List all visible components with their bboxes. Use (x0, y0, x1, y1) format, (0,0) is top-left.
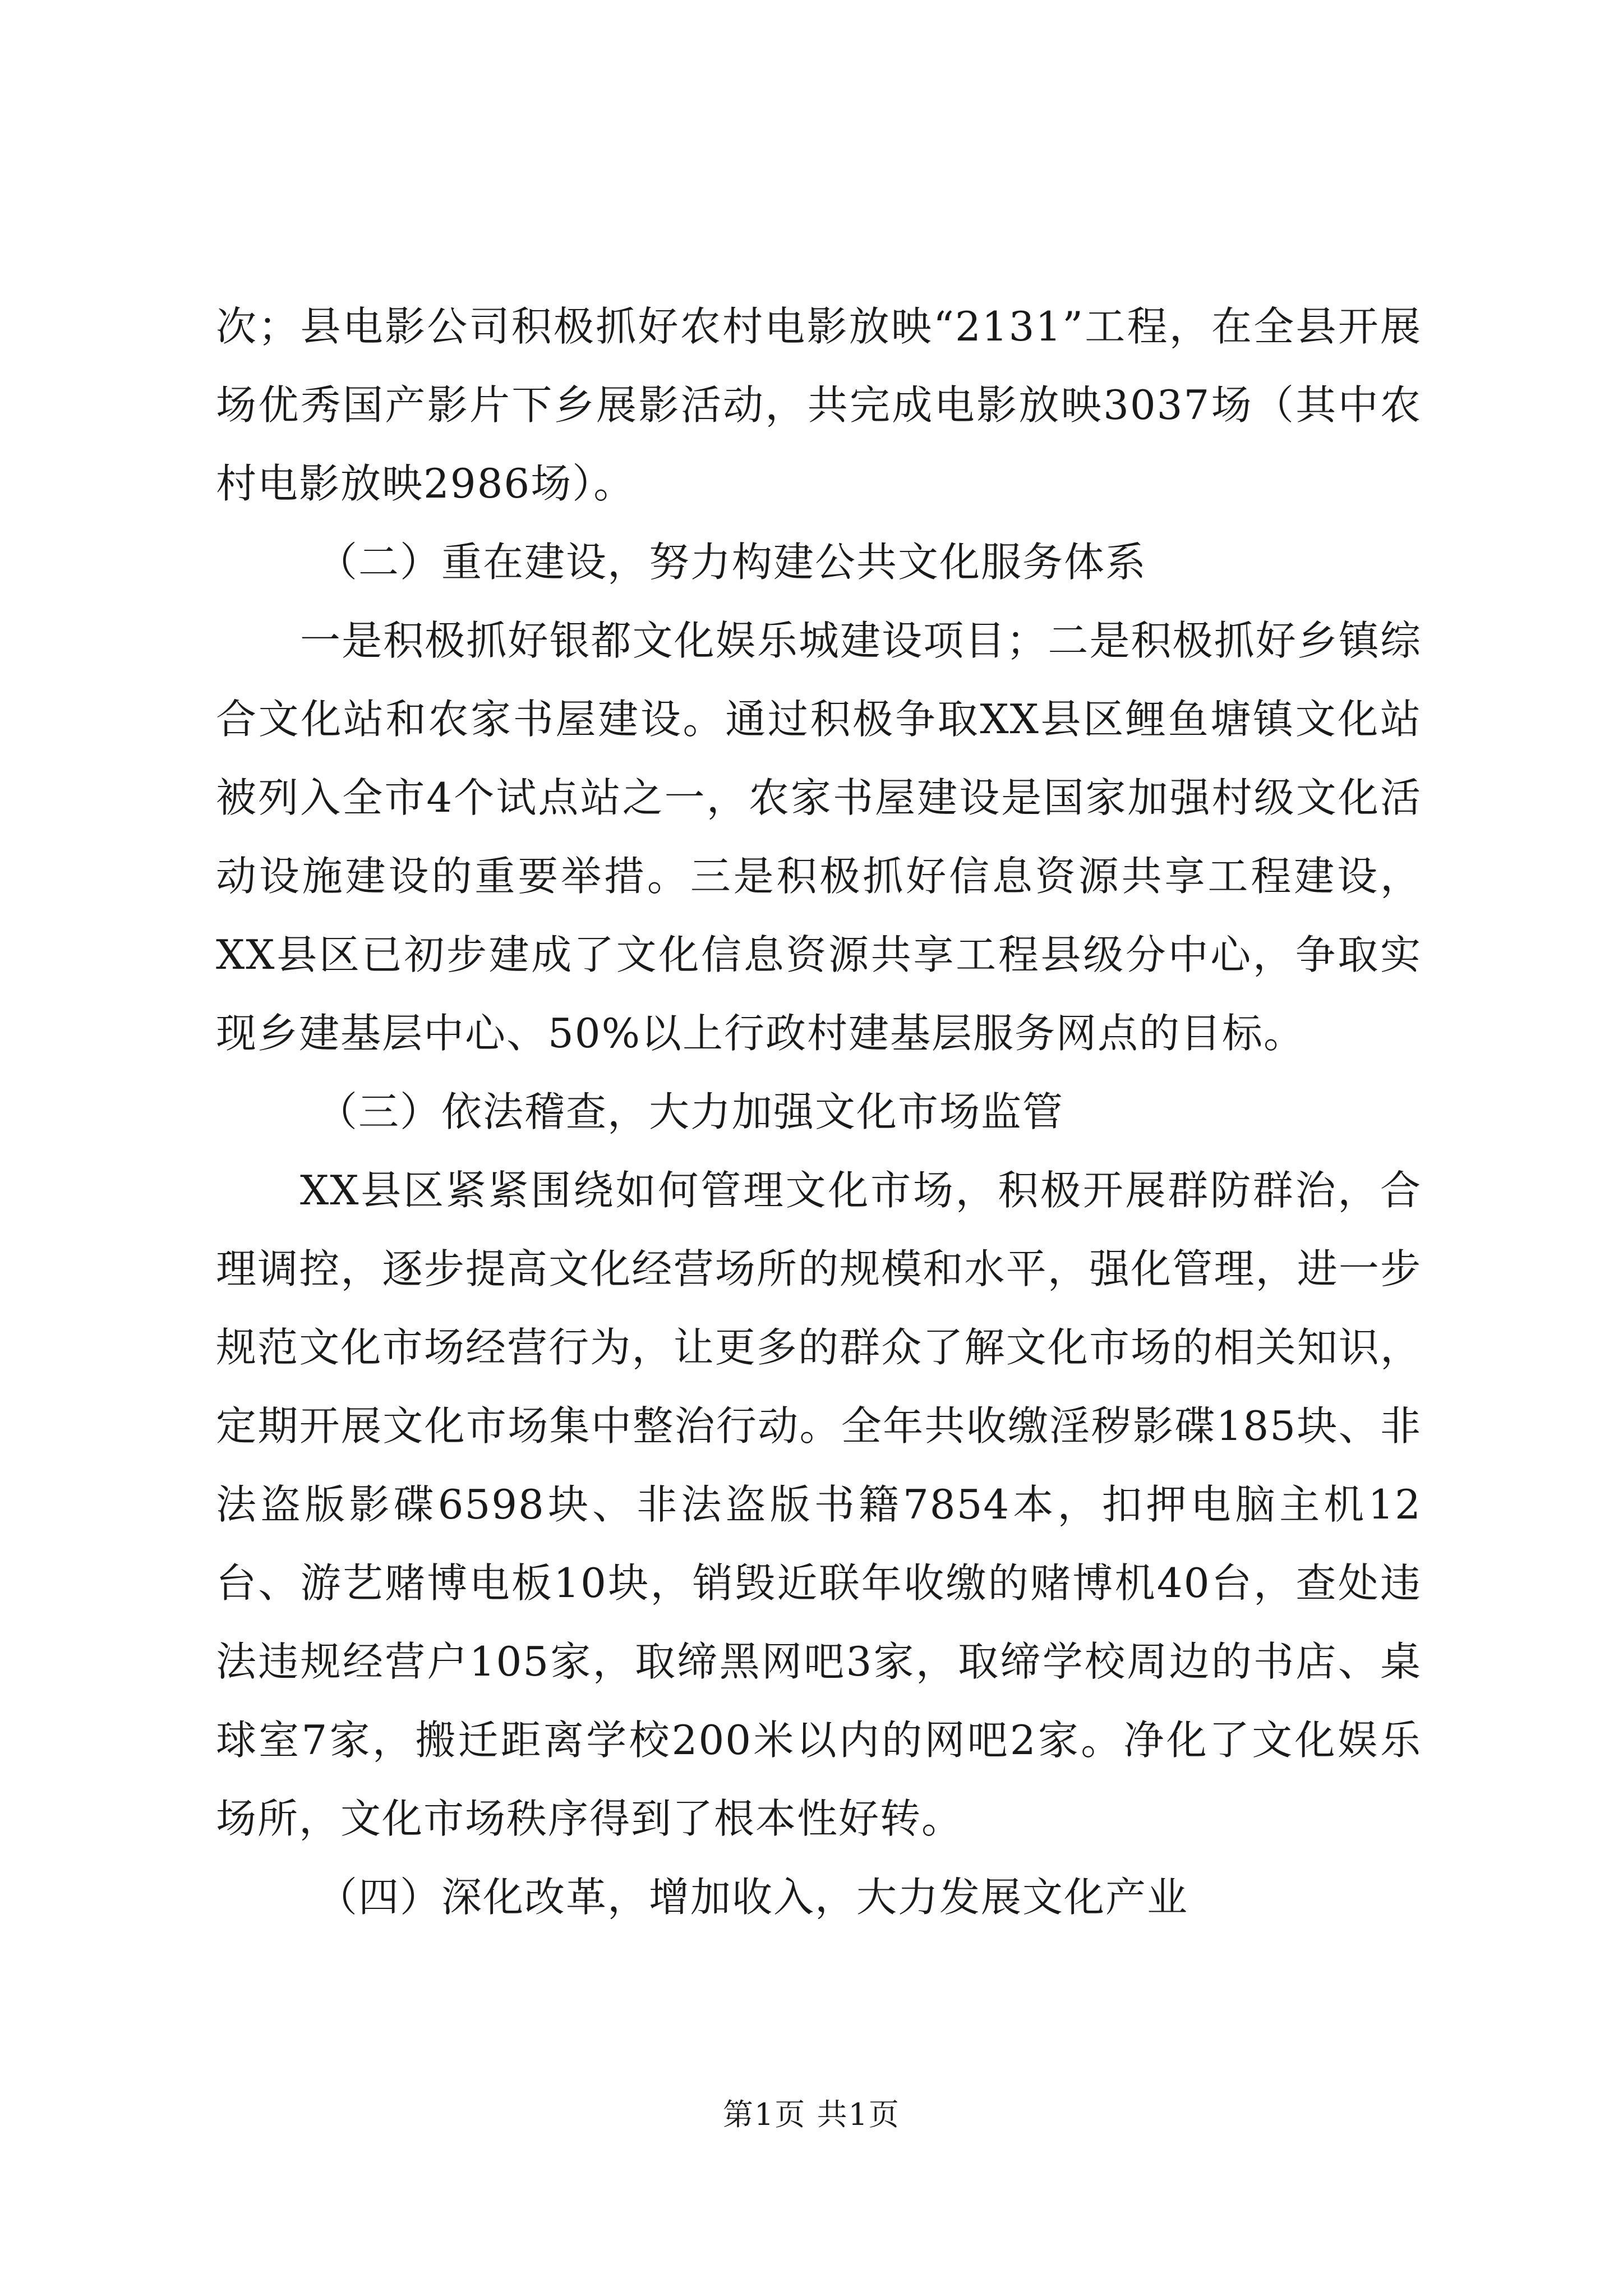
section-heading-4: （四）深化改革，增加收入，大力发展文化产业 (317, 1874, 1189, 1921)
section-heading-3: （三）依法稽查，大力加强文化市场监管 (317, 1088, 1064, 1135)
paragraph-market-supervision: XX县区紧紧围绕如何管理文化市场，积极开展群防群治，合理调控，逐步提高文化经营场所的规模和水平，强化管理，进一步规范文化市场经营行为，让更多的群众了解文化市场的相关知识，定期开展文化市场集中整治行动。全年共收缴淫秽影碟185块、非法盗版影碟6598块、非法盗版书籍7854本，扣押电脑主机12台、游艺赌博电板10块，销毁近联年收缴的赌博机40台，查处违法违规经营户105家，取缔黑网吧3家，取缔学校周边的书店、桌球室7家，搬迁距离学校200米以内的网吧2家。净化了文化娱乐场所，文化市场秩序得到了根本性好转。 (216, 1167, 1422, 1842)
paragraph-film-screenings: 次；县电影公司积极抓好农村电影放映“2131”工程，在全县开展场优秀国产影片下乡展影活动，共完成电影放映3037场（其中农村电影放映2986场）。 (216, 303, 1422, 507)
section-heading-2: （二）重在建设，努力构建公共文化服务体系 (317, 539, 1147, 586)
document-body (216, 287, 1422, 1936)
page-footer: 第1页 共1页 (723, 2097, 900, 2132)
paragraph-cultural-construction: 一是积极抓好银都文化娱乐城建设项目；二是积极抓好乡镇综合文化站和农家书屋建设。通过积极争取XX县区鲤鱼塘镇文化站被列入全市4个试点站之一，农家书屋建设是国家加强村级文化活动设施建设的重要举措。三是积极抓好信息资源共享工程建设，XX县区已初步建成了文化信息资源共享工程县级分中心，争取实现乡建基层中心、50%以上行政村建基层服务网点的目标。 (216, 617, 1422, 1057)
